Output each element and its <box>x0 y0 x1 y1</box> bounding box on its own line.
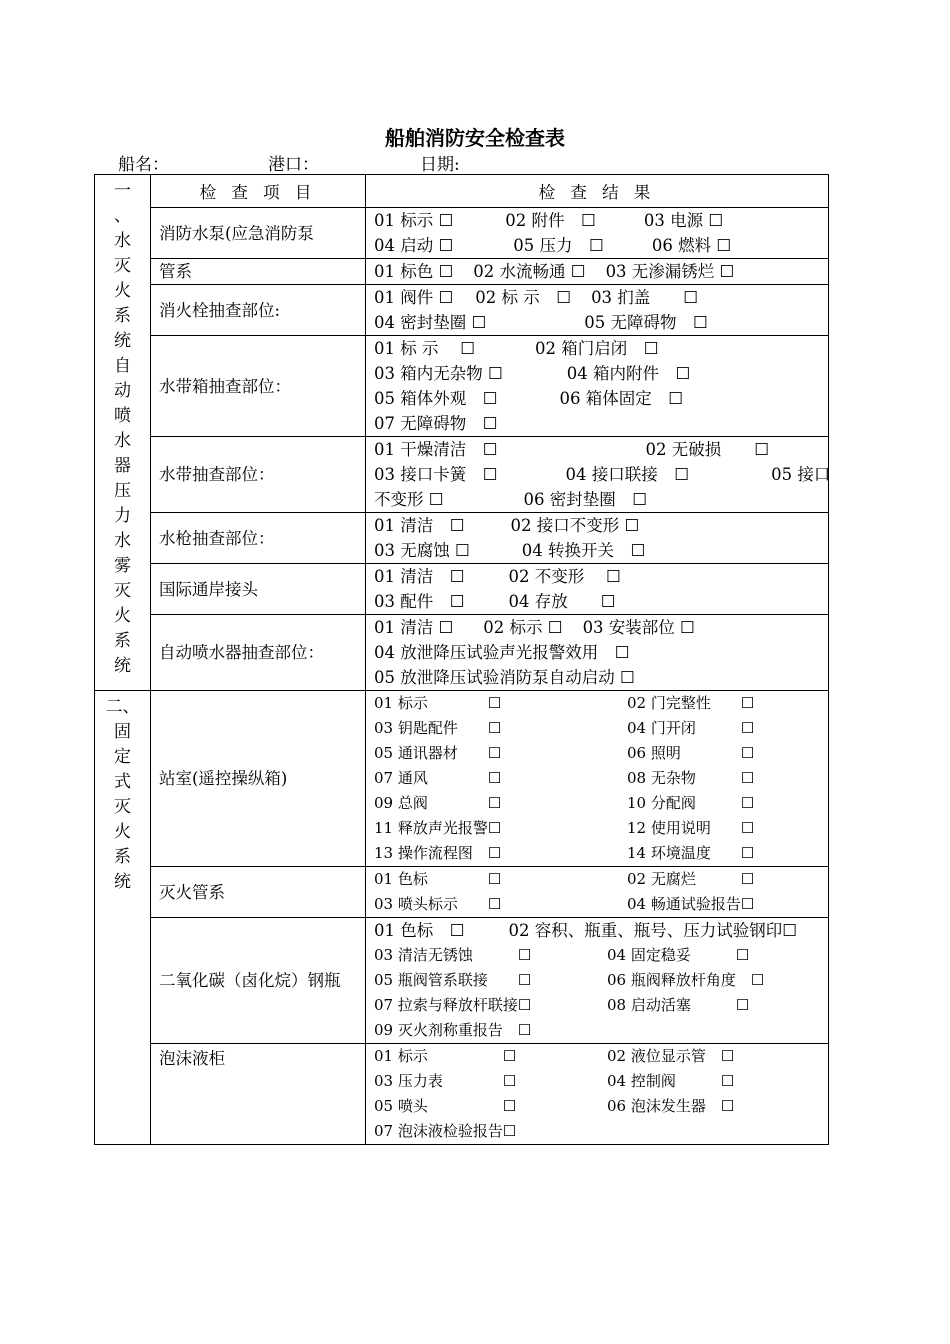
checkbox-option[interactable]: 04 箱内附件 ☐ <box>566 364 691 383</box>
checkbox-option[interactable]: 02 液位显示管 ☐ <box>607 1047 735 1065</box>
checkbox-option[interactable]: 01 清洁 ☐ <box>374 516 465 535</box>
check-item: 自动喷水器抽查部位： <box>151 615 366 691</box>
check-results <box>366 513 829 564</box>
checkbox-option[interactable]: 07 通风 ☐ <box>374 769 502 787</box>
checkbox-option[interactable]: 07 无障碍物 ☐ <box>374 414 498 433</box>
category-char: 系 <box>114 631 131 651</box>
checkbox-option[interactable]: 03 无腐蚀 ☐ <box>374 541 470 560</box>
category-char: 雾 <box>114 556 131 576</box>
checkbox-option[interactable]: 01 标示 ☐ <box>374 694 502 712</box>
check-results <box>366 437 829 513</box>
check-item: 水枪抽查部位： <box>151 513 366 564</box>
checkbox-option[interactable]: 03 接口卡簧 ☐ <box>374 465 498 484</box>
category-char: 水 <box>114 431 131 451</box>
checkbox-option[interactable]: 02 水流畅通 ☐ <box>473 262 586 281</box>
check-item: 国际通岸接头 <box>151 564 366 615</box>
checkbox-option[interactable]: 02 不变形 ☐ <box>508 567 621 586</box>
checkbox-option[interactable]: 11 释放声光报警☐ <box>374 819 502 837</box>
checkbox-option[interactable]: 01 标色 ☐ <box>374 262 454 281</box>
checkbox-option[interactable]: 04 门开闭 ☐ <box>627 719 755 737</box>
category-char: 统 <box>114 656 131 676</box>
category-char: 压 <box>114 481 131 501</box>
check-item: 消防水泵(应急消防泵 <box>151 208 366 259</box>
checkbox-option[interactable]: 01 阀件 ☐ <box>374 288 454 307</box>
check-results <box>366 564 829 615</box>
check-item: 站室(遥控操纵箱) <box>151 691 366 867</box>
check-item: 水带抽查部位： <box>151 437 366 513</box>
checkbox-option[interactable]: 03 安装部位 ☐ <box>582 618 695 637</box>
checkbox-option[interactable]: 05 无障碍物 ☐ <box>584 313 708 332</box>
result-line <box>374 538 820 563</box>
checkbox-option[interactable]: 05 放泄降压试验消防泵自动启动 ☐ <box>374 668 635 687</box>
category-char: 器 <box>114 456 131 476</box>
result-line <box>374 336 820 361</box>
checkbox-option[interactable]: 02 门完整性 ☐ <box>627 694 755 712</box>
checkbox-option[interactable]: 04 畅通试验报告☐ <box>627 895 755 913</box>
check-results <box>366 691 829 867</box>
checkbox-option[interactable]: 05 喷头 ☐ <box>374 1097 517 1115</box>
form-header-fields <box>118 150 460 175</box>
checkbox-option[interactable]: 05 瓶阀管系联接 ☐ <box>374 971 532 989</box>
date-field[interactable] <box>420 150 460 175</box>
result-line <box>374 437 820 462</box>
checkbox-option[interactable]: 04 转换开关 ☐ <box>521 541 646 560</box>
checkbox-option[interactable]: 04 控制阀 ☐ <box>607 1072 735 1090</box>
section-fixed-fire-system <box>95 691 151 1145</box>
ship-name-label: 船名： <box>118 155 169 175</box>
checkbox-option[interactable]: 01 标示 ☐ <box>374 1047 517 1065</box>
category-char: 统 <box>114 872 131 892</box>
checkbox-option[interactable]: 02 标示 ☐ <box>483 618 563 637</box>
result-line <box>374 918 820 943</box>
checkbox-option[interactable]: 09 总阀 ☐ <box>374 794 502 812</box>
category-char: 自 <box>114 356 131 376</box>
result-line <box>374 640 820 665</box>
category-char: 一 <box>114 181 131 201</box>
checkbox-option[interactable]: 02 无破损 ☐ <box>645 440 770 459</box>
result-line <box>374 564 820 589</box>
port-label: 港口： <box>268 155 319 175</box>
result-line <box>374 310 820 335</box>
checkbox-option[interactable]: 03 清洁无锈蚀 ☐ <box>374 946 532 964</box>
checkbox-option[interactable]: 03 电源 ☐ <box>643 211 724 230</box>
inspection-row <box>95 1044 829 1145</box>
check-item: 灭火管系 <box>151 867 366 918</box>
category-char: 水 <box>114 531 131 551</box>
category-char: 灭 <box>114 256 131 276</box>
inspection-row <box>95 867 829 918</box>
checkbox-option[interactable]: 03 扪盖 ☐ <box>591 288 699 307</box>
inspection-table <box>94 174 829 1145</box>
category-char: 系 <box>114 306 131 326</box>
category-char: 二、 <box>105 697 140 717</box>
checkbox-option[interactable]: 01 标示 ☐ <box>374 211 454 230</box>
checkbox-option[interactable]: 10 分配阀 ☐ <box>627 794 755 812</box>
checkbox-option[interactable]: 01 色标 ☐ <box>374 870 502 888</box>
result-line <box>374 361 820 386</box>
category-char: 火 <box>114 822 131 842</box>
result-line <box>374 285 820 310</box>
category-char: 式 <box>114 772 131 792</box>
checkbox-option[interactable]: 08 启动活塞 ☐ <box>607 996 750 1014</box>
ship-name-field[interactable] <box>118 150 268 175</box>
result-line <box>374 589 820 614</box>
category-char: 统 <box>114 331 131 351</box>
checkbox-option[interactable]: 03 喷头标示 ☐ <box>374 895 502 913</box>
checkbox-option[interactable] <box>607 1119 827 1144</box>
checkbox-option[interactable]: 01 清洁 ☐ <box>374 618 454 637</box>
category-char: 力 <box>114 506 131 526</box>
checkbox-option[interactable]: 02 无腐烂 ☐ <box>627 870 755 888</box>
result-line <box>374 513 820 538</box>
checkbox-option[interactable]: 06 泡沫发生器 ☐ <box>607 1097 735 1115</box>
category-char: 动 <box>114 381 131 401</box>
category-char: 、 <box>114 206 131 226</box>
result-line <box>374 411 820 436</box>
check-results <box>366 208 829 259</box>
category-char: 火 <box>114 606 131 626</box>
checkbox-option[interactable]: 01 清洁 ☐ <box>374 567 465 586</box>
checkbox-option[interactable]: 06 密封垫圈 ☐ <box>523 490 648 509</box>
inspection-row <box>95 513 829 564</box>
inspection-row <box>95 691 829 867</box>
check-item: 二氧化碳（卤化烷）钢瓶 <box>151 918 366 1044</box>
check-item: 泡沫液柜 <box>151 1044 366 1145</box>
result-line <box>374 233 820 258</box>
check-item: 水带箱抽查部位： <box>151 336 366 437</box>
inspection-row <box>95 918 829 1044</box>
checkbox-option[interactable]: 05 接口 <box>771 465 831 484</box>
check-results <box>366 259 829 285</box>
checkbox-option[interactable]: 02 附件 ☐ <box>505 211 596 230</box>
inspection-row <box>95 208 829 259</box>
checkbox-option[interactable]: 03 压力表 ☐ <box>374 1072 517 1090</box>
checkbox-option[interactable]: 04 启动 ☐ <box>374 236 454 255</box>
section-water-fire-system <box>95 175 151 691</box>
result-line <box>374 386 820 411</box>
checkbox-option[interactable]: 13 操作流程图 ☐ <box>374 844 502 862</box>
result-line <box>374 665 820 690</box>
category-char: 固 <box>114 722 131 742</box>
date-label: 日期: <box>420 155 460 175</box>
page-title: 船舶消防安全检查表 <box>385 126 565 150</box>
result-line <box>374 615 820 640</box>
category-char: 喷 <box>114 406 131 426</box>
checkbox-option[interactable]: 07 泡沫液检验报告☐ <box>374 1122 517 1140</box>
check-results <box>366 336 829 437</box>
port-field[interactable] <box>268 150 420 175</box>
result-line <box>374 208 820 233</box>
category-char: 灭 <box>114 581 131 601</box>
checkbox-option[interactable]: 12 使用说明 ☐ <box>627 819 755 837</box>
checkbox-option[interactable]: 03 钥匙配件 ☐ <box>374 719 502 737</box>
checkbox-option[interactable]: 06 照明 ☐ <box>627 744 755 762</box>
inspection-row <box>95 259 829 285</box>
checkbox-option[interactable]: 02 标 示 ☐ <box>475 288 572 307</box>
inspection-row <box>95 564 829 615</box>
checkbox-option[interactable]: 不变形 ☐ <box>374 490 444 509</box>
checkbox-option[interactable]: 04 放泄降压试验声光报警效用 ☐ <box>374 643 630 662</box>
checkbox-option[interactable]: 08 无杂物 ☐ <box>627 769 755 787</box>
category-char: 定 <box>114 747 131 767</box>
checkbox-option[interactable] <box>607 1018 827 1043</box>
category-char: 系 <box>114 847 131 867</box>
header-check-result: 检 查 结 果 <box>366 175 829 208</box>
result-line <box>374 259 820 284</box>
check-item: 消火栓抽查部位: <box>151 285 366 336</box>
checkbox-option[interactable]: 02 箱门启闭 ☐ <box>535 339 659 358</box>
checkbox-option[interactable]: 04 接口联接 ☐ <box>565 465 690 484</box>
inspection-row <box>95 437 829 513</box>
inspection-row <box>95 615 829 691</box>
inspection-row <box>95 336 829 437</box>
checkbox-option[interactable]: 04 存放 ☐ <box>508 592 616 611</box>
checkbox-option[interactable]: 04 密封垫圈 ☐ <box>374 313 487 332</box>
check-results <box>366 615 829 691</box>
checkbox-option[interactable]: 06 燃料 ☐ <box>651 236 732 255</box>
checkbox-option[interactable]: 02 接口不变形 ☐ <box>510 516 640 535</box>
result-line <box>374 462 831 487</box>
category-char: 水 <box>114 231 131 251</box>
checkbox-option[interactable]: 14 环境温度 ☐ <box>627 844 755 862</box>
checkbox-option[interactable]: 05 通讯器材 ☐ <box>374 744 502 762</box>
checkbox-option[interactable]: 02 容积、瓶重、瓶号、压力试验钢印☐ <box>508 921 798 940</box>
result-grid <box>374 867 820 917</box>
checkbox-option[interactable]: 06 瓶阀释放杆角度 ☐ <box>607 971 765 989</box>
checkbox-option[interactable]: 04 固定稳妥 ☐ <box>607 946 750 964</box>
checkbox-option[interactable]: 03 无渗漏锈烂 ☐ <box>605 262 735 281</box>
check-results <box>366 918 829 1044</box>
check-results <box>366 285 829 336</box>
inspection-row <box>95 285 829 336</box>
checkbox-option[interactable]: 05 箱体外观 ☐ <box>374 389 498 408</box>
checkbox-option[interactable]: 05 压力 ☐ <box>513 236 604 255</box>
checkbox-option[interactable]: 01 色标 ☐ <box>374 921 465 940</box>
checkbox-option[interactable]: 01 标 示 ☐ <box>374 339 476 358</box>
checkbox-option[interactable]: 09 灭火剂称重报告 ☐ <box>374 1021 532 1039</box>
result-grid <box>374 1044 820 1144</box>
checkbox-option[interactable]: 07 拉索与释放杆联接☐ <box>374 996 532 1014</box>
check-item: 管系 <box>151 259 366 285</box>
result-grid <box>374 691 820 866</box>
category-char: 火 <box>114 281 131 301</box>
result-line <box>374 487 820 512</box>
check-results <box>366 1044 829 1145</box>
checkbox-option[interactable]: 06 箱体固定 ☐ <box>559 389 684 408</box>
category-char: 灭 <box>114 797 131 817</box>
header-row <box>95 175 829 208</box>
checkbox-option[interactable]: 03 箱内无杂物 ☐ <box>374 364 503 383</box>
result-grid <box>374 943 820 1043</box>
checkbox-option[interactable]: 01 干燥清洁 ☐ <box>374 440 498 459</box>
header-check-item: 检 查 项 目 <box>151 175 366 208</box>
checkbox-option[interactable]: 03 配件 ☐ <box>374 592 465 611</box>
check-results <box>366 867 829 918</box>
